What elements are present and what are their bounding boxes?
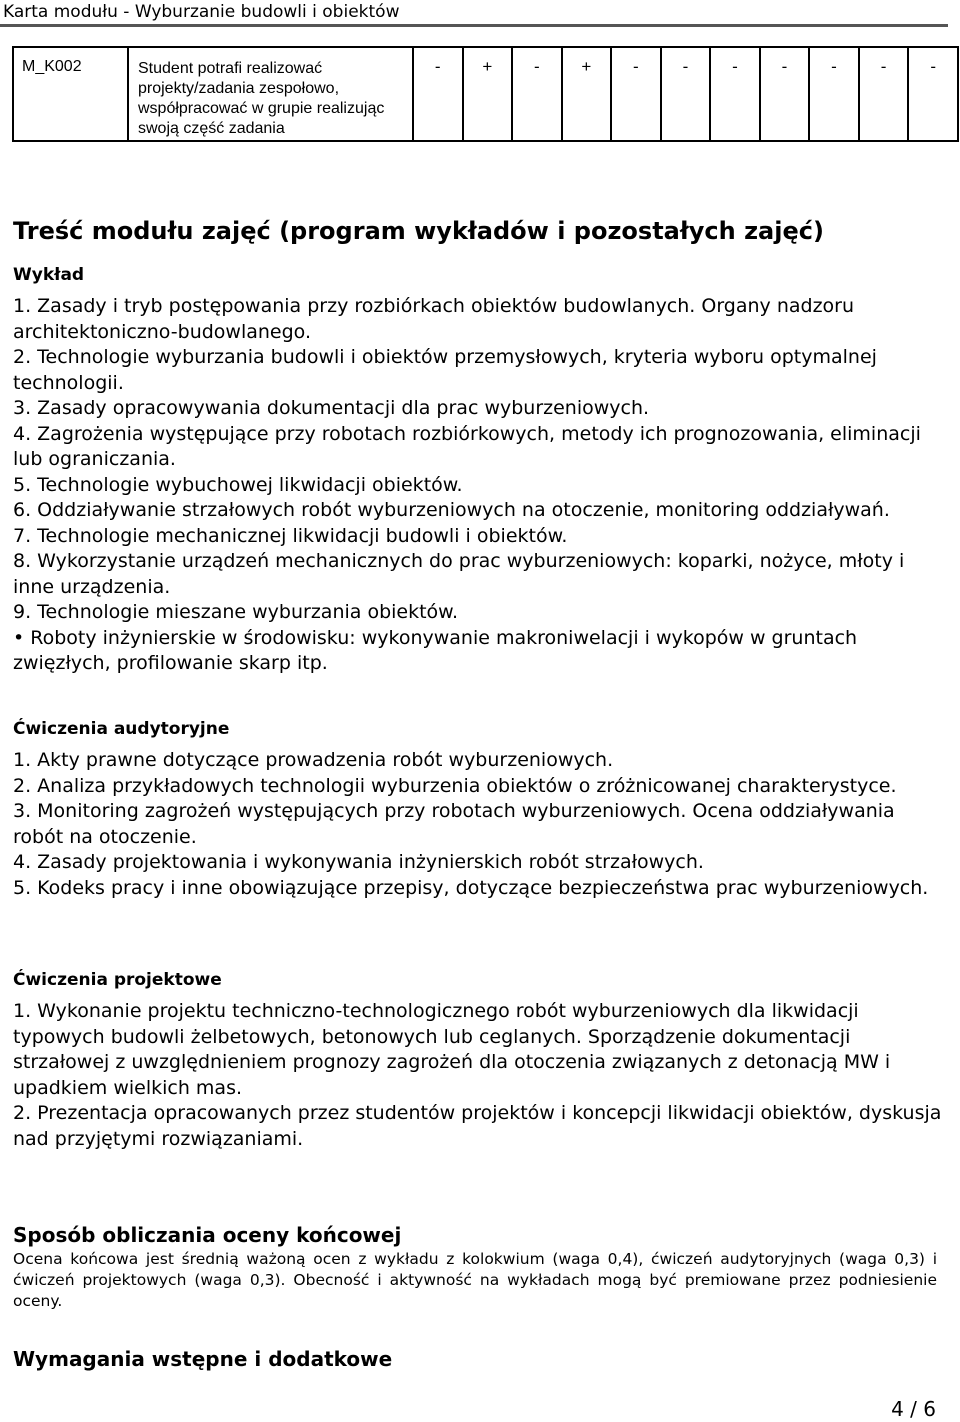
outcome-mark-cell: -: [512, 47, 562, 141]
list-item: 2. Technologie wyburzania budowli i obiektów przemysłowych, kryteria wyboru optymalnej technologii.: [13, 346, 877, 394]
content-section-title: Treść modułu zajęć (program wykładów i pozostałych zajęć): [13, 217, 824, 245]
grading-text: Ocena końcowa jest średnią ważoną ocen z wykładu z kolokwium (waga 0,4), ćwiczeń audytoryjnych (waga 0,3) i ćwiczeń projektowych (waga 0,3). Obecność i aktywność na wykładach mogą być premiowane przez podniesienie oceny.: [13, 1250, 937, 1310]
auditory-heading: Ćwiczenia audytoryjne: [13, 719, 230, 739]
project-list: [13, 999, 948, 1152]
list-item: 3. Monitoring zagrożeń występujących przy robotach wyburzeniowych. Ocena oddziaływania robót na otoczenie.: [13, 800, 895, 848]
list-item: • Roboty inżynierskie w środowisku: wykonywanie makroniwelacji i wykopów w gruntach zwięzłych, profilowanie skarp itp.: [13, 626, 858, 674]
list-item: 5. Technologie wybuchowej likwidacji obiektów.: [13, 473, 463, 496]
list-item: 1. Wykonanie projektu techniczno-technologicznego robót wyburzeniowych dla likwidacji typowych budowli żelbetowych, betonowych lub ceglanych. Sporządzenie dokumentacji strzałowej z uwzględnieniem prognozy zagrożeń dla otoczenia związanych z detonacją MW i upadkiem wielkich mas.: [13, 1000, 891, 1099]
document-header-title: Karta modułu - Wyburzanie budowli i obiektów: [3, 2, 400, 22]
outcome-code-cell: M_K002: [13, 47, 128, 141]
list-item: 2. Analiza przykładowych technologii wyburzenia obiektów o zróżnicowanej charakterystyce.: [13, 774, 897, 797]
header-divider: [0, 24, 948, 27]
project-heading: Ćwiczenia projektowe: [13, 970, 222, 990]
auditory-list: [13, 748, 948, 901]
list-item: 5. Kodeks pracy i inne obowiązujące przepisy, dotyczące bezpieczeństwa prac wyburzeniowych.: [13, 876, 929, 899]
outcome-mark-cell: -: [413, 47, 463, 141]
outcome-mark-cell: -: [710, 47, 760, 141]
outcome-mark-cell: -: [908, 47, 958, 141]
outcome-mark-cell: -: [611, 47, 661, 141]
list-item: 1. Zasady i tryb postępowania przy rozbiórkach obiektów budowlanych. Organy nadzoru architektoniczno-budowlanego.: [13, 295, 855, 343]
list-item: 2. Prezentacja opracowanych przez studentów projektów i koncepcji likwidacji obiektów, dyskusja nad przyjętymi rozwiązaniami.: [13, 1102, 942, 1150]
outcome-description-cell: Student potrafi realizować projekty/zadania zespołowo, współpracować w grupie realizując swoją część zadania: [128, 47, 413, 141]
requirements-heading: Wymagania wstępne i dodatkowe: [13, 1347, 393, 1371]
list-item: 8. Wykorzystanie urządzeń mechanicznych do prac wyburzeniowych: koparki, nożyce, młoty i inne urządzenia.: [13, 550, 905, 598]
lecture-list: [13, 294, 948, 677]
outcome-mark-cell: -: [661, 47, 711, 141]
outcome-mark-cell: -: [859, 47, 909, 141]
list-item: 6. Oddziaływanie strzałowych robót wyburzeniowych na otoczenie, monitoring oddziaływań.: [13, 499, 890, 521]
outcome-mark-cell: +: [463, 47, 513, 141]
outcome-mark-cell: +: [562, 47, 612, 141]
page-number: 4 / 6: [891, 1397, 936, 1421]
learning-outcomes-table: [12, 46, 959, 142]
list-item: 4. Zasady projektowania i wykonywania inżynierskich robót strzałowych.: [13, 851, 704, 873]
list-item: 3. Zasady opracowywania dokumentacji dla prac wyburzeniowych.: [13, 397, 650, 419]
list-item: 7. Technologie mechanicznej likwidacji budowli i obiektów.: [13, 524, 568, 547]
table-row: [13, 47, 958, 141]
lecture-heading: Wykład: [13, 265, 85, 285]
list-item: 4. Zagrożenia występujące przy robotach rozbiórkowych, metody ich prognozowania, eliminacji lub ograniczania.: [13, 422, 921, 470]
outcome-mark-cell: -: [760, 47, 810, 141]
list-item: 9. Technologie mieszane wyburzania obiektów.: [13, 601, 459, 623]
list-item: 1. Akty prawne dotyczące prowadzenia robót wyburzeniowych.: [13, 749, 614, 771]
outcome-mark-cell: -: [809, 47, 859, 141]
grading-heading: Sposób obliczania oceny końcowej: [13, 1223, 402, 1247]
